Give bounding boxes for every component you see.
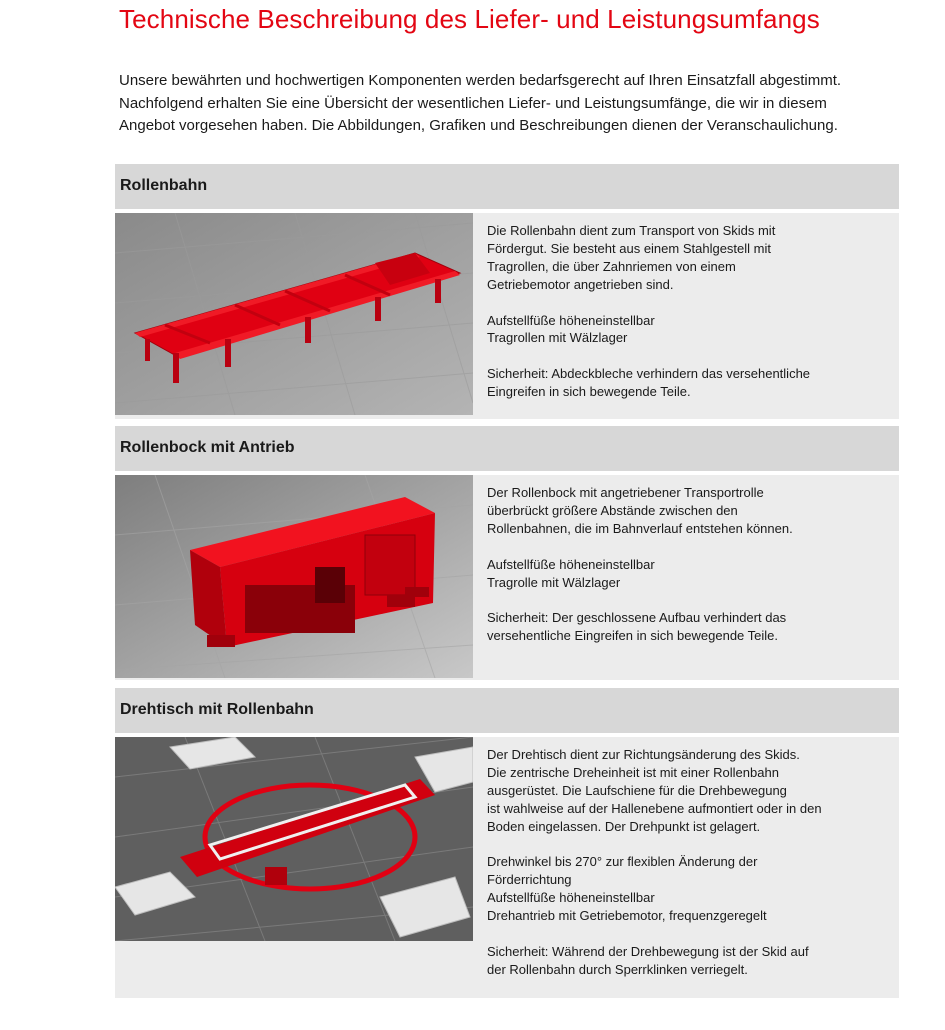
- text-line: Die zentrische Dreheinheit ist mit einer Rollenbahn: [487, 764, 779, 780]
- text-line: Fördergut. Sie besteht aus einem Stahlgestell mit: [487, 240, 771, 256]
- text-line: Der Drehtisch dient zur Richtungsänderung des Skids.: [487, 747, 800, 762]
- text-line: Sicherheit: Der geschlossene Aufbau verhindert das: [487, 610, 787, 626]
- paragraph: [487, 746, 892, 836]
- intro-line: Nachfolgend erhalten Sie eine Übersicht der wesentlichen Liefer- und Leistungsumfänge, die wir in diesem: [119, 94, 827, 112]
- rollenbahn-image: [115, 213, 473, 415]
- drehtisch-image: [115, 737, 473, 941]
- text-line: Der Rollenbock mit angetriebener Transportrolle: [487, 485, 764, 500]
- paragraph: [487, 222, 892, 294]
- text-line: Sicherheit: Abdeckbleche verhindern das versehentliche: [487, 366, 811, 382]
- text-line: Tragrollen, die über Zahnriemen von einem: [487, 258, 736, 274]
- paragraph: [487, 556, 892, 592]
- section-header-drehtisch: [115, 688, 899, 733]
- paragraph: [487, 365, 892, 401]
- section-heading: Drehtisch mit Rollenbahn: [120, 701, 314, 718]
- text-line: Tragrolle mit Wälzlager: [487, 574, 621, 590]
- paragraph: [487, 853, 892, 925]
- text-line: Förderrichtung: [487, 872, 572, 888]
- text-line: überbrückt größere Abstände zwischen den: [487, 502, 738, 518]
- section-body-rollenbock: [115, 475, 899, 680]
- text-line: Sicherheit: Während der Drehbewegung ist der Skid auf: [487, 943, 809, 959]
- rollenbock-image: [115, 475, 473, 678]
- section-heading: Rollenbock mit Antrieb: [120, 439, 295, 456]
- text-line: Drehwinkel bis 270° zur flexiblen Änderung der: [487, 854, 758, 870]
- paragraph: [487, 484, 892, 538]
- text-line: Aufstellfüße höheneinstellbar: [487, 312, 655, 328]
- text-line: Die Rollenbahn dient zum Transport von Skids mit: [487, 223, 776, 238]
- text-line: Boden eingelassen. Der Drehpunkt ist gelagert.: [487, 818, 761, 834]
- section-text: [487, 222, 892, 419]
- paragraph: [487, 943, 892, 979]
- text-line: Eingreifen in sich bewegende Teile.: [487, 384, 691, 400]
- section-header-rollenbock: [115, 426, 899, 471]
- text-line: Aufstellfüße höheneinstellbar: [487, 556, 655, 572]
- text-line: Aufstellfüße höheneinstellbar: [487, 890, 655, 906]
- section-body-drehtisch: [115, 737, 899, 998]
- text-line: Drehantrieb mit Getriebemotor, frequenzgeregelt: [487, 908, 767, 924]
- section-header-rollenbahn: [115, 164, 899, 209]
- text-line: versehentliche Eingreifen in sich bewegende Teile.: [487, 628, 779, 644]
- paragraph: [487, 312, 892, 348]
- page-title: Technische Beschreibung des Liefer- und Leistungsumfangs: [119, 4, 820, 34]
- text-line: der Rollenbahn durch Sperrklinken verriegelt.: [487, 961, 748, 977]
- text-line: ausgerüstet. Die Laufschiene für die Drehbewegung: [487, 782, 787, 798]
- section-text: [487, 484, 892, 663]
- intro-line: Unsere bewährten und hochwertigen Komponenten werden bedarfsgerecht auf Ihren Einsatzfall abgestimmt.: [119, 72, 842, 89]
- intro-text: [119, 70, 909, 138]
- section-heading: Rollenbahn: [120, 177, 208, 194]
- text-line: ist wahlweise auf der Hallenebene aufmontiert oder in den: [487, 800, 822, 816]
- section-text: [487, 746, 892, 997]
- section-body-rollenbahn: [115, 213, 899, 419]
- intro-line: Angebot vorgesehen haben. Die Abbildungen, Grafiken und Beschreibungen dienen der Veranschaulichung.: [119, 117, 838, 134]
- paragraph: [487, 609, 892, 645]
- text-line: Getriebemotor angetrieben sind.: [487, 276, 674, 292]
- text-line: Tragrollen mit Wälzlager: [487, 330, 628, 346]
- text-line: Rollenbahnen, die im Bahnverlauf entstehen können.: [487, 520, 793, 536]
